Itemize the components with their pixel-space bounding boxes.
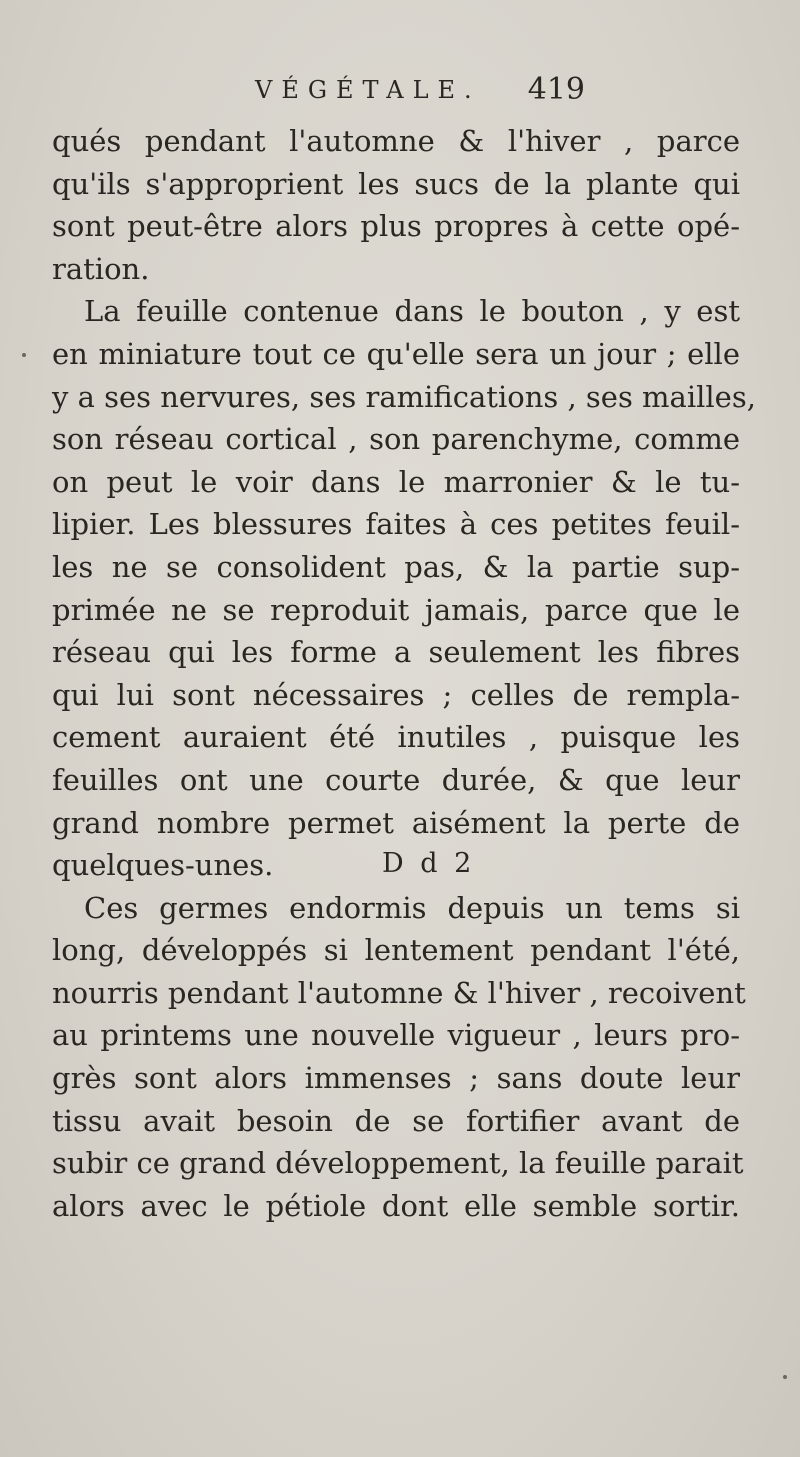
text-line: alors avec le pétiole dont elle semble sortir. <box>52 1188 740 1223</box>
body-text <box>52 120 756 1227</box>
text-line: grand nombre permet aisément la perte de <box>52 805 740 840</box>
text-line: Ces germes endormis depuis un tems si <box>84 890 740 925</box>
text-line: son réseau cortical , son parenchyme, comme <box>52 422 740 457</box>
text-line: sont peut-être alors plus propres à cette opé- <box>52 209 740 244</box>
text-line: La feuille contenue dans le bouton , y est <box>84 294 740 329</box>
text-line: réseau qui les forme a seulement les fibres <box>52 635 740 670</box>
text-line: qui lui sont nécessaires ; celles de rempla- <box>52 677 740 712</box>
signature-mark: D d 2 <box>382 848 476 879</box>
text-line: quelques-unes. <box>52 848 274 883</box>
paper-speck <box>22 353 26 357</box>
text-line: long, développés si lentement pendant l'été, <box>52 933 740 968</box>
text-line: cement auraient été inutiles , puisque les <box>52 720 740 755</box>
text-line: les ne se consolident pas, & la partie sup- <box>52 549 740 584</box>
text-line: qu'ils s'approprient les sucs de la plante qui <box>52 166 740 201</box>
text-line: subir ce grand développement, la feuille parait <box>52 1146 744 1181</box>
text-line: y a ses nervures, ses ramifications , ses mailles, <box>52 379 756 414</box>
paper-speck <box>783 1375 787 1379</box>
text-line: tissu avait besoin de se fortifier avant de <box>52 1103 740 1138</box>
text-line: qués pendant l'automne & l'hiver , parce <box>52 124 740 158</box>
text-line: primée ne se reproduit jamais, parce que le <box>52 592 740 627</box>
running-head: VÉGÉTALE. <box>255 76 481 104</box>
text-line: ration. <box>52 251 150 286</box>
page-number: 419 <box>527 72 585 107</box>
text-line: en miniature tout ce qu'elle sera un jour ; elle <box>52 336 740 371</box>
text-line: nourris pendant l'automne & l'hiver , recoivent <box>52 975 746 1010</box>
text-line: on peut le voir dans le marronier & le tu- <box>52 464 740 499</box>
text-line: lipier. Les blessures faites à ces petites feuil- <box>52 507 740 542</box>
text-line: grès sont alors immenses ; sans doute leur <box>52 1061 740 1096</box>
text-line: feuilles ont une courte durée, & que leur <box>52 762 740 797</box>
page-header <box>255 72 585 122</box>
text-line: au printems une nouvelle vigueur , leurs pro- <box>52 1018 740 1053</box>
